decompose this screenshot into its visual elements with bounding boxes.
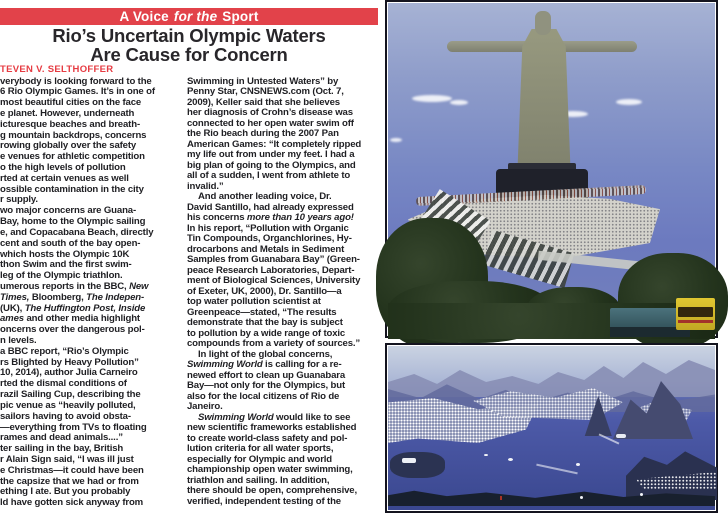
foreground-light [580,496,583,499]
text-line: ossible contamination in the city [0,183,144,195]
ship [616,434,626,438]
text-line: Bay, home to the Olympic sailing [0,216,146,228]
text-line: thon Swim and the first swim- [0,259,132,271]
boat [484,454,488,456]
article-byline: TEVEN V. SELTHOFFER [0,64,114,75]
text-line: verybody is looking forward to the [0,75,152,87]
text-line: umerous reports in the BBC, New [0,280,149,292]
text-line: invalid.” [187,180,224,192]
text-line: peace Research Laboratories, Depart- [187,264,355,276]
text-line: most beautiful cities on the face [0,97,142,109]
tram-windows [678,307,713,317]
boat [508,458,513,461]
text-line: which hosts the Olympic 10K [0,248,130,260]
text-line: Tin Compounds, Organchlorines, Hy- [187,233,352,244]
text-line: e Christmas—it could have been [0,464,144,476]
text-line: Bay—not only for the Olympics, but [187,380,346,391]
text-line: o the high levels of pollution [0,162,126,173]
text-line: (UK), The Huffington Post, Inside [0,302,146,314]
text-line: razil Sailing Cup, describing the [0,389,141,401]
text-line: n levels. [0,335,37,346]
text-line: his concerns more than 10 years ago! [187,212,354,223]
text-line: rted the dismal conditions of [0,378,127,390]
text-line: 10, 2014), author Julia Carneiro [0,367,138,379]
text-line: demonstrate that the bay is subject [187,317,343,328]
cloud [450,100,468,105]
text-line: icturesque beaches and breath- [0,118,140,130]
text-line: 2009), Keller said that she believes [187,96,340,108]
text-line: also for the local citizens of Rio de [187,390,340,402]
text-line: drocarbons and Metals in Sediment [187,243,345,255]
text-line: Times, Bloomberg, The Indepen- [0,291,145,303]
article-title-line2: Are Cause for Concern [90,43,288,65]
banner-text-bold-1: A Voice [119,9,169,24]
text-line: Swimming World is calling for a re- [187,359,342,370]
text-line: triathlon and sailing. In addition, [187,474,330,486]
statue-body [513,29,575,173]
text-line: rames and dead animals....” [0,432,123,444]
text-line: all of a sudden, I went from athlete to [187,170,351,181]
text-line: top water pollution scientist at [187,296,321,307]
text-line: In light of the global concerns, [198,348,333,360]
text-line: Greenpeace—stated, “The results [187,306,337,318]
text-line: big plan of going to the Olympics, and [187,159,356,171]
text-line: to pollution by a wide range of toxic [187,327,346,339]
text-line: 6 Rio Olympic Games. It’s in one of [0,86,155,98]
text-line: ames and other media highlight [0,313,140,325]
text-line: sailors having to avoid obsta- [0,410,131,422]
text-line: Swimming World would like to see [198,411,351,423]
boat [402,458,416,463]
text-line: g mountain backdrops, concerns [0,129,147,141]
guanabara-bay-aerial-photo [388,346,715,510]
article-column-middle [187,77,379,508]
text-line: a BBC report, “Rio’s Olympic [0,345,129,357]
article-title [0,27,378,64]
article-title-line1: Rio’s Uncertain Olympic Waters [52,25,326,46]
text-line: there should be open, comprehensive, [187,485,357,496]
text-line: e planet. However, underneath [0,107,135,119]
text-line: compounds from a variety of sources.” [187,338,361,349]
text-line: ter sailing in the bay, British [0,443,124,455]
christ-the-redeemer-photo [388,3,715,335]
text-line: ething I ate. But you probably [0,486,131,498]
text-line: rs Blighted by Heavy Pollution” [0,356,139,368]
statue-head [535,11,551,35]
section-banner [0,8,378,25]
text-line: Samples from Guanabara Bay” (Green- [187,254,360,265]
text-line: her diagnosis of Crohn’s disease was [187,107,353,118]
text-line: Penny Star, CNSNEWS.com (Oct. 7, [187,86,344,97]
text-line: rted at certain venues as well [0,172,129,184]
text-line: connected to her open water swim off [187,117,354,129]
foreground-light [640,493,643,496]
banner-text-bold-2: Sport [222,9,259,24]
text-line: newed effort to clean up Guanabara [187,369,346,381]
text-line: cent and south of the bay open- [0,237,141,249]
text-line: Swimming in Untested Waters” by [187,75,339,87]
island [390,452,445,478]
text-line: new scientific frameworks established [187,422,357,433]
article-column-left [0,77,184,510]
text-line: American Games: “It completely ripped [187,138,362,150]
text-line: the capsize that we had or from [0,475,139,487]
text-line: championship open water swimming, [187,464,353,475]
text-line: verified, independent testing of the [187,495,341,507]
text-line: Janeiro. [187,401,223,412]
text-line: lution criteria for all water sports, [187,443,334,454]
cloud [390,138,402,142]
text-line: And another leading voice, Dr. [198,191,332,202]
tram-stripe [678,320,713,323]
text-line: ment of Biological Sciences, University [187,275,361,286]
text-line: In his report, “Pollution with Organic [187,222,349,234]
text-line: r supply. [0,194,38,206]
text-line: pic venue as “heavily polluted, [0,399,136,411]
cloud [412,95,452,102]
text-line: r Alain Sign said, “I was ill just [0,453,134,465]
text-line: e venues for athletic competition [0,151,145,163]
text-line: especially for Olympic and world [187,453,333,465]
yellow-tram [676,298,715,330]
text-line: —everything from TVs to floating [0,421,147,433]
text-line: to create world-class safety and pol- [187,432,348,444]
text-line: my life out from under my feet. I had a [187,149,355,160]
banner-text-italic: for the [173,9,218,24]
foreground-red-speck [500,496,502,500]
text-line: leg of the Olympic triathlon. [0,270,123,282]
cloud [616,99,642,105]
boat [576,463,580,466]
photo-frame-bottom [385,343,718,513]
text-line: e, and Copacabana Beach, directly [0,226,154,238]
text-line: wo major concerns are Guana- [0,205,137,217]
photo-frame-top [385,0,718,338]
text-line: rowing globally over the safety [0,140,137,152]
text-line: oncerns over the dangerous pol- [0,324,145,336]
text-line: David Santillo, had already expressed [187,201,354,213]
text-line: of Exeter, UK, 2000), Dr. Santillo—a [187,285,342,297]
text-line: the Rio beach during the 2007 Pan [187,128,339,139]
text-line: ld have gotten sick anyway from [0,497,144,509]
